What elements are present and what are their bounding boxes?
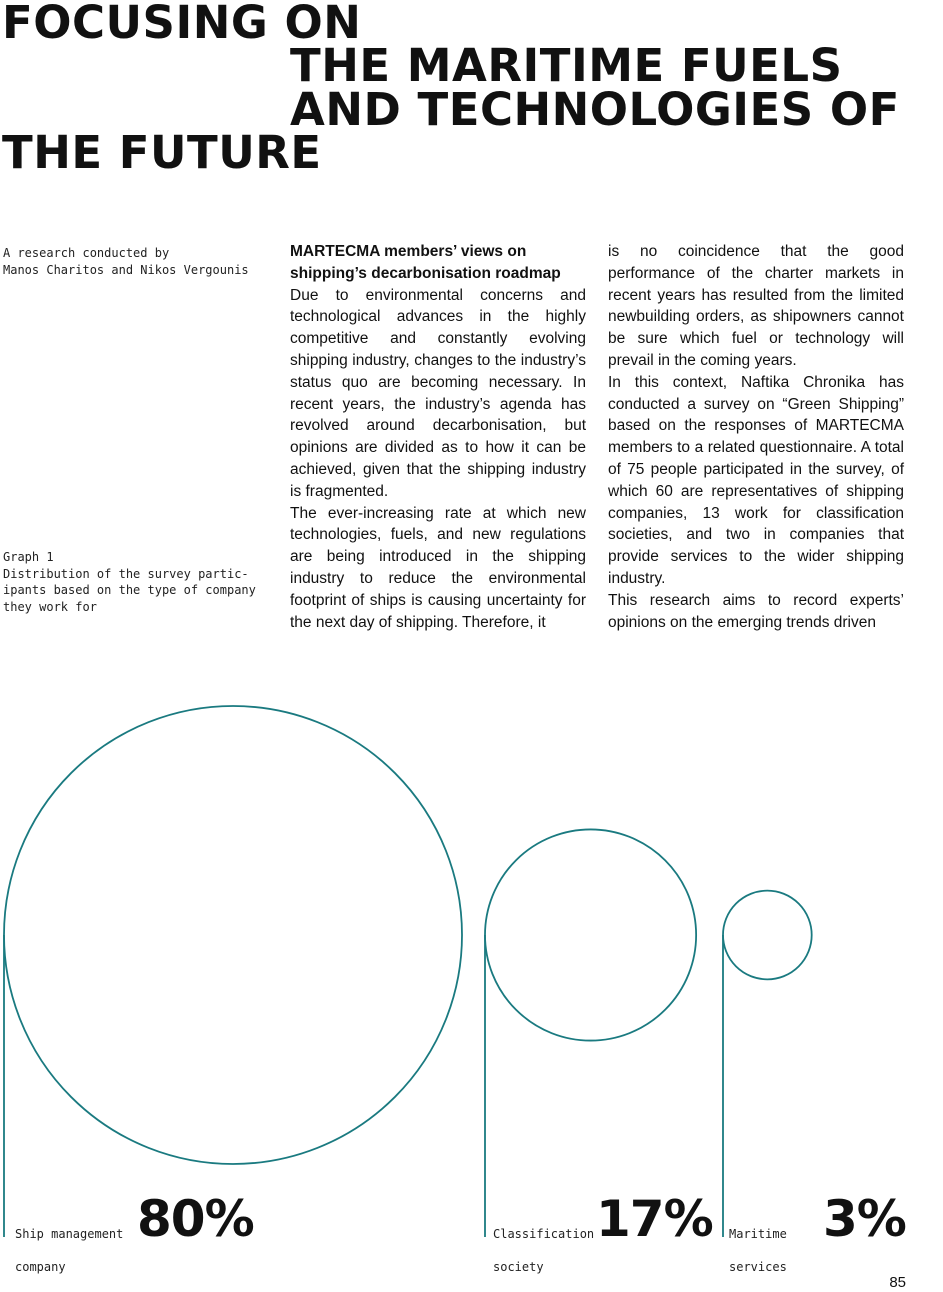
value-label-maritime-services: 3% [823, 1190, 906, 1248]
article-paragraph: This research aims to record experts’ opinions on the emerging trends driven [608, 591, 904, 631]
byline-line-1: A research conducted by [3, 246, 170, 260]
article-column-1 [290, 241, 586, 633]
graph-caption-label: Graph 1 [3, 550, 54, 564]
graph-caption-line-4: they work for [3, 599, 97, 614]
article-paragraph: Due to environmental concerns and technological advances in the highly competitive and constantly evolving shipping industry, changes to the industry’s status quo are becoming necessary. In recent years, the industry’s agenda has revolved around decarbonisation, but opinions are divided as to how it can be achieved, given that the shipping industry is fragmented. [290, 286, 586, 500]
bubble-classification-society [485, 829, 696, 1040]
page-number: 85 [889, 1274, 906, 1291]
article-paragraph: In this context, Naftika Chronika has conducted a survey on “Green Shipping” based on the responses of MARTECMA members to a related questionnaire. A total of 75 people participated in the survey, of which 60 are representatives of shipping companies, 13 work for classification societies, and two in companies that provide services to the wider shipping industry. [608, 373, 904, 587]
bubble-ship-management [4, 706, 462, 1164]
title-line-4: THE FUTURE [2, 126, 322, 179]
article-column-2 [608, 241, 904, 633]
value-label-classification-society: 17% [596, 1190, 713, 1248]
title-line-1: FOCUSING ON [2, 0, 362, 49]
bubble-maritime-services [723, 891, 812, 980]
graph-caption-line-3: ipants based on the type of company [3, 583, 256, 597]
byline [3, 245, 249, 278]
bubble-chart [0, 680, 943, 1250]
article-paragraph: is no coincidence that the good performance of the charter markets in recent years has resulted from the limited newbuilding orders, as shipowners cannot be sure which fuel or technology will prevail in the coming years. [608, 243, 904, 369]
value-label-ship-management: 80% [137, 1190, 254, 1248]
category-label-classification-society: Classification society [493, 1226, 595, 1274]
graph-caption [3, 549, 256, 615]
graph-caption-line-2: Distribution of the survey partic- [3, 566, 249, 581]
category-label-maritime-services: Maritime services [729, 1226, 787, 1274]
title-line-3: AND TECHNOLOGIES OF [290, 83, 900, 136]
title-line-2: THE MARITIME FUELS [290, 39, 843, 92]
category-label-ship-management: Ship management company [15, 1226, 124, 1274]
byline-authors: Manos Charitos and Nikos Vergounis [3, 262, 249, 277]
article-subheading: MARTECMA members’ views on shipping’s decarbonisation roadmap [290, 243, 561, 282]
article-paragraph: The ever-increasing rate at which new technologies, fuels, and new regulations are being introduced in the shipping industry to reduce the environmental footprint of ships is causing uncertainty for the next day of shipping. Therefore, it [290, 504, 586, 631]
